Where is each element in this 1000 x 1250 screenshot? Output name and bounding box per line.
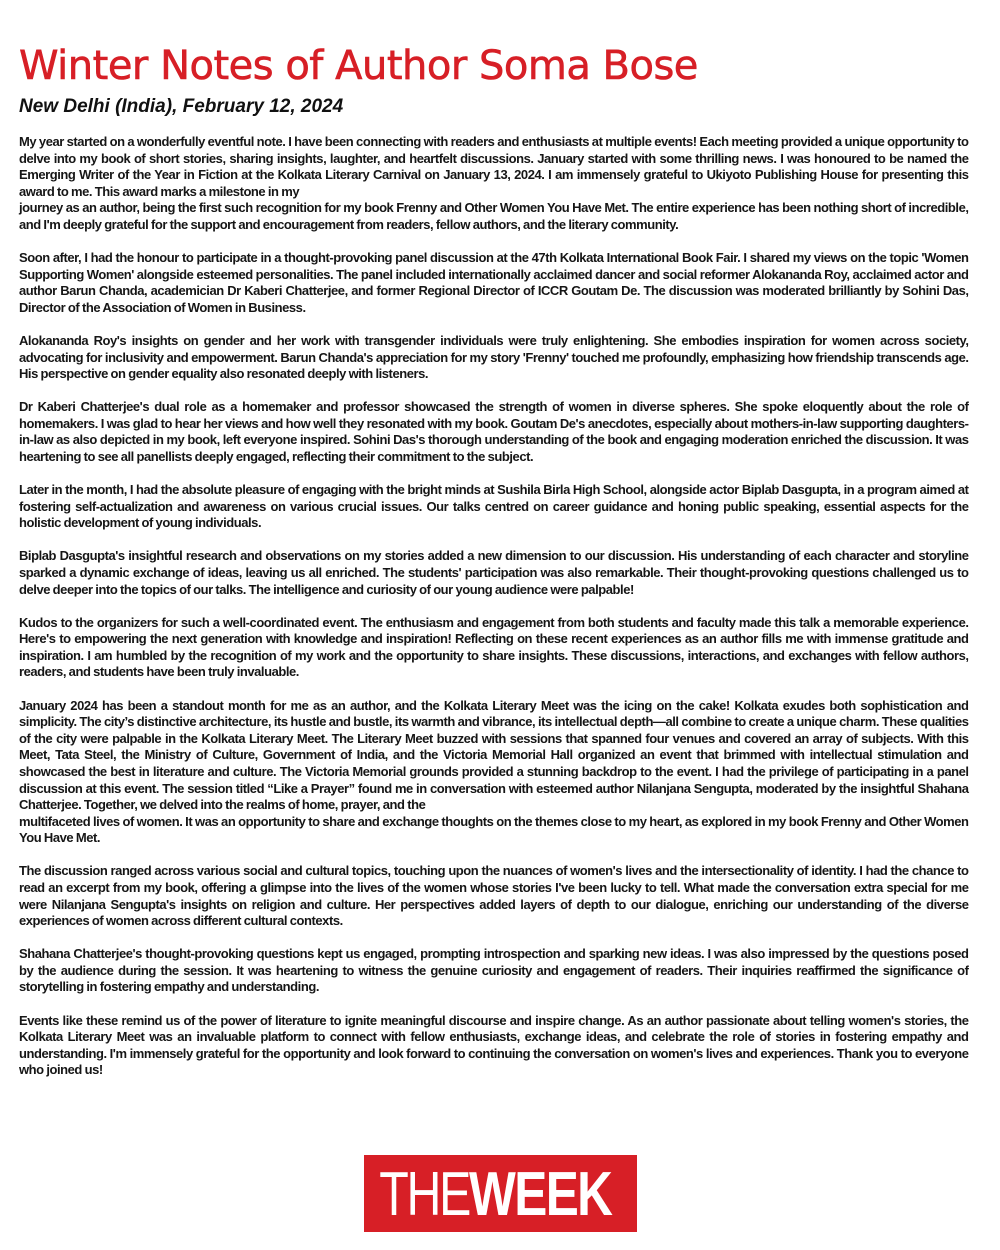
article-paragraph: Shahana Chatterjee's thought-provoking questions kept us engaged, prompting introspection and sparking new ideas. I was also impressed by the questions posed by the audience during the session. It was heartening to witness the genuine curiosity and engagement of readers. Their inquiries reaffirmed the significance of storytelling in fostering empathy and understanding. — [19, 946, 969, 995]
article-dateline: New Delhi (India), February 12, 2024 — [19, 96, 344, 117]
article-paragraph: Soon after, I had the honour to participate in a thought-provoking panel discussion at the 47th Kolkata International Book Fair. I shared my views on the topic 'Women Supporting Women' alongside esteemed personalities. The panel included internationally acclaimed dancer and social reformer Alokananda Roy, acclaimed actor and author Barun Chanda, academician Dr Kaberi Chatterjee, and former Regional Director of ICCR Goutam De. The discussion was moderated brilliantly by Sohini Das, Director of the Association of Women in Business. — [19, 250, 969, 315]
logo-wordmark — [354, 1159, 647, 1229]
article-paragraph: Later in the month, I had the absolute pleasure of engaging with the bright minds at Sushila Birla High School, alongside actor Biplab Dasgupta, in a program aimed at fostering self-actualization and awareness on various crucial issues. Our talks centred on career guidance and honing public speaking, essential aspects for the holistic development of young individuals. — [19, 482, 969, 531]
article-paragraph: Kudos to the organizers for such a well-coordinated event. The enthusiasm and engagement from both students and faculty made this talk a memorable experience. Here's to empowering the next generation with knowledge and inspiration! Reflecting on these recent experiences as an author fills me with immense gratitude and inspiration. I am humbled by the recognition of my work and the opportunity to share insights. These discussions, interactions, and exchanges with fellow authors, readers, and students have been truly invaluable. — [19, 614, 969, 680]
logo-text-week: WEEK — [469, 1159, 612, 1229]
logo-text-the: THE — [379, 1159, 469, 1229]
article-title: Winter Notes of Author Soma Bose — [19, 43, 698, 89]
article-paragraph: January 2024 has been a standout month for me as an author, and the Kolkata Literary Meet was the icing on the cake! Kolkata exudes both sophistication and simplicity. The city’s distinctive architecture, its hustle and bustle, its warmth and vibrance, its intellectual depth—all combine to create a unique charm. These qualities of the city were palpable in the Kolkata Literary Meet. The Literary Meet buzzed with sessions that spanned four venues and covered an array of subjects. With this Meet, Tata Steel, the Ministry of Culture, Government of India, and the Victoria Memorial Hall organized an event that brimmed with intellectual stimulation and showcased the best in literature and culture. The Victoria Memorial grounds provided a stunning backdrop to the event. I had the privilege of participating in a panel discussion at this event. The session titled “Like a Prayer” found me in conversation with esteemed author Nilanjana Sengupta, moderated by the insightful Shahana Chatterjee. Together, we delved into the realms of home, prayer, and the multifaceted lives of women. It was an opportunity to share and exchange thoughts on the themes close to my heart, as explored in my book Frenny and Other Women You Have Met. — [19, 697, 969, 846]
the-week-logo — [364, 1155, 637, 1232]
article-paragraph: Alokananda Roy's insights on gender and her work with transgender individuals were truly enlightening. She embodies inspiration for women across society, advocating for inclusivity and empowerment. Barun Chanda's appreciation for my story 'Frenny' touched me profoundly, emphasizing how friendship transcends age. His perspective on gender equality also resonated deeply with listeners. — [19, 332, 969, 382]
article-paragraph: Events like these remind us of the power of literature to ignite meaningful discourse and inspire change. As an author passionate about telling women's stories, the Kolkata Literary Meet was an invaluable platform to connect with fellow enthusiasts, exchange ideas, and celebrate the role of stories in fostering empathy and understanding. I'm immensely grateful for the opportunity and look forward to continuing the conversation on women's lives and experiences. Thank you to everyone who joined us! — [19, 1012, 969, 1078]
article-paragraph: The discussion ranged across various social and cultural topics, touching upon the nuances of women's lives and the intersectionality of identity. I had the chance to read an excerpt from my book, offering a glimpse into the lives of the women whose stories I've been lucky to tell. What made the conversation extra special for me were Nilanjana Sengupta's insights on religion and culture. Her perspectives added layers of depth to our dialogue, enriching our understanding of the diverse experiences of women across different cultural contexts. — [19, 863, 969, 929]
article-body — [19, 134, 983, 1079]
article-paragraph: My year started on a wonderfully eventful note. I have been connecting with readers and enthusiasts at multiple events! Each meeting provided a unique opportunity to delve into my book of short stories, sharing insights, laughter, and heartfelt discussions. January started with some thrilling news. I was honoured to be named the Emerging Writer of the Year in Fiction at the Kolkata Literary Carnival on January 13, 2024. I am immensely grateful to Ukiyoto Publishing House for presenting this award to me. This award marks a milestone in my journey as an author, being the first such recognition for my book Frenny and Other Women You Have Met. The entire experience has been nothing short of incredible, and I'm deeply grateful for the support and encouragement from readers, fellow authors, and the literary community. — [19, 134, 969, 232]
article-paragraph: Biplab Dasgupta's insightful research and observations on my stories added a new dimension to our discussion. His understanding of each character and storyline sparked a dynamic exchange of ideas, leaving us all enriched. The students' participation was also remarkable. Their thought-provoking questions challenged us to delve deeper into the topics of our talks. The intelligence and curiosity of our young audience were palpable! — [19, 548, 969, 597]
article-paragraph: Dr Kaberi Chatterjee's dual role as a homemaker and professor showcased the strength of women in diverse spheres. She spoke eloquently about the role of homemakers. I was glad to hear her views and how well they resonated with my book. Goutam De's anecdotes, especially about mothers-in-law supporting daughters-in-law as also depicted in my book, left everyone inspired. Sohini Das's thorough understanding of the book and engaging moderation enriched the discussion. It was heartening to see all panellists deeply engaged, reflecting their commitment to the subject. — [19, 399, 969, 464]
article — [19, 40, 983, 1095]
